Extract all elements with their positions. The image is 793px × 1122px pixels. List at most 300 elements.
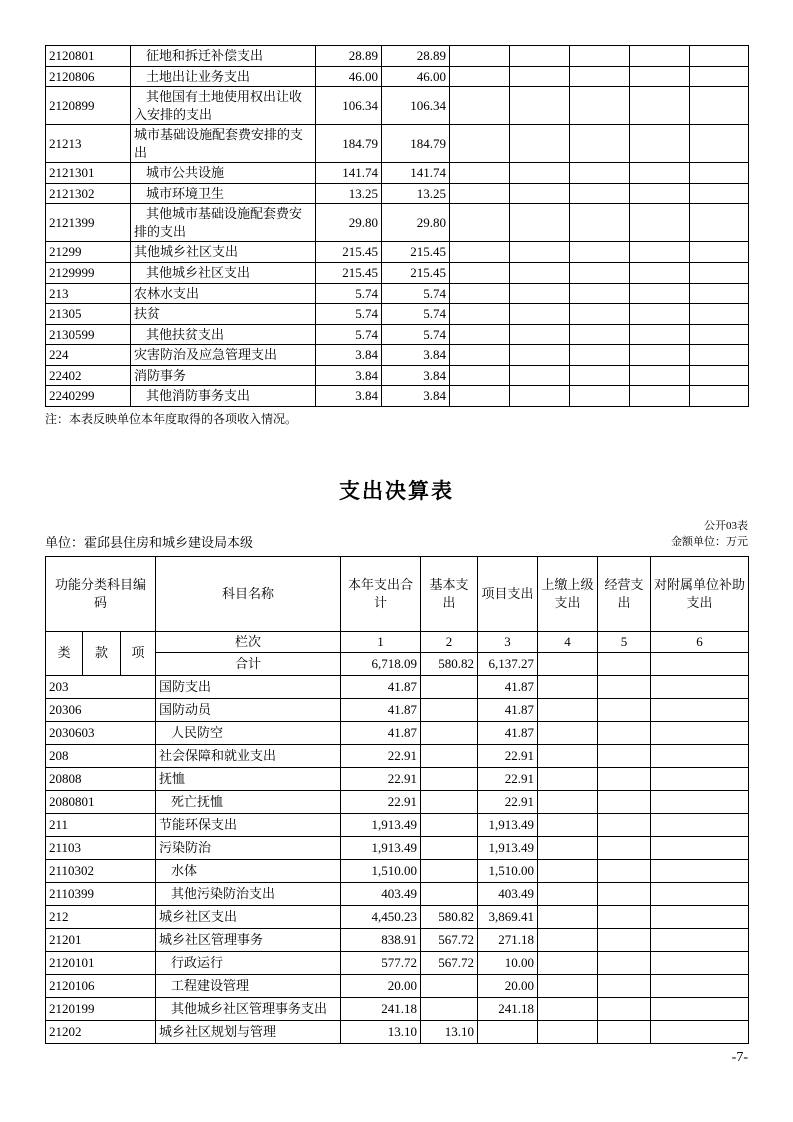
subject-name: 城乡社区规划与管理 [156, 1020, 341, 1043]
subject-code: 213 [46, 283, 131, 304]
amount-col-6 [651, 905, 749, 928]
expense-table [45, 556, 749, 1044]
income-table-continued [45, 45, 749, 407]
amount-col-5 [598, 744, 651, 767]
empty-cell [450, 386, 510, 407]
amount-col-2: 567.72 [421, 928, 478, 951]
empty-cell [690, 183, 749, 204]
amount-col-2: 5.74 [382, 324, 450, 345]
amount-col-3: 1,510.00 [478, 859, 538, 882]
amount-col-5 [598, 997, 651, 1020]
empty-cell [450, 263, 510, 284]
subject-name: 扶贫 [131, 304, 316, 325]
subject-name: 死亡抚恤 [156, 790, 341, 813]
empty-cell [570, 66, 630, 87]
empty-cell [690, 365, 749, 386]
empty-cell [570, 163, 630, 184]
empty-cell [630, 345, 690, 366]
header-item: 项 [121, 631, 156, 675]
amount-col-6 [651, 767, 749, 790]
income-row [46, 87, 749, 125]
amount-col-1: 13.10 [341, 1020, 421, 1043]
income-row [46, 345, 749, 366]
amount-col-5 [598, 790, 651, 813]
amount-col-5 [598, 1020, 651, 1043]
header-class: 类 [46, 631, 83, 675]
subject-code: 20306 [46, 698, 156, 721]
amount-col-5 [598, 721, 651, 744]
column-index-4: 4 [538, 631, 598, 652]
subject-name: 灾害防治及应急管理支出 [131, 345, 316, 366]
amount-col-6 [651, 836, 749, 859]
amount-unit-label: 金额单位：万元 [671, 535, 748, 548]
amount-col-1: 1,913.49 [341, 813, 421, 836]
amount-col-6 [651, 675, 749, 698]
empty-cell [630, 365, 690, 386]
amount-col-1: 577.72 [341, 951, 421, 974]
amount-col-4 [538, 790, 598, 813]
amount-col-4 [538, 836, 598, 859]
subject-name: 工程建设管理 [156, 974, 341, 997]
table-meta [671, 519, 748, 551]
amount-col-6 [651, 1020, 749, 1043]
subject-code: 21201 [46, 928, 156, 951]
empty-cell [450, 345, 510, 366]
empty-cell [630, 304, 690, 325]
expense-row [46, 675, 749, 698]
empty-cell [690, 345, 749, 366]
subject-name: 城乡社区支出 [156, 905, 341, 928]
empty-cell [690, 66, 749, 87]
amount-col-5 [598, 951, 651, 974]
amount-col-2: 3.84 [382, 386, 450, 407]
amount-col-3: 41.87 [478, 721, 538, 744]
income-row [46, 386, 749, 407]
subject-name: 国防动员 [156, 698, 341, 721]
amount-col-5 [598, 813, 651, 836]
subject-code: 22402 [46, 365, 131, 386]
subject-name: 抚恤 [156, 767, 341, 790]
table-meta-row [45, 519, 748, 551]
subject-code: 21103 [46, 836, 156, 859]
amount-col-2: 567.72 [421, 951, 478, 974]
income-row [46, 304, 749, 325]
subject-code: 2121302 [46, 183, 131, 204]
empty-cell [690, 87, 749, 125]
subject-code: 2130599 [46, 324, 131, 345]
empty-cell [510, 304, 570, 325]
expense-row [46, 836, 749, 859]
empty-cell [570, 125, 630, 163]
amount-col-4 [538, 813, 598, 836]
expense-row [46, 951, 749, 974]
income-row [46, 183, 749, 204]
expense-row [46, 698, 749, 721]
income-row [46, 125, 749, 163]
amount-col-1: 20.00 [341, 974, 421, 997]
amount-col-2 [421, 882, 478, 905]
subject-name: 其他污染防治支出 [156, 882, 341, 905]
empty-cell [570, 87, 630, 125]
empty-cell [450, 324, 510, 345]
expense-table-title: 支出决算表 [339, 479, 454, 503]
amount-col-3: 41.87 [478, 675, 538, 698]
amount-col-4 [538, 905, 598, 928]
amount-col-2: 215.45 [382, 263, 450, 284]
empty-cell [570, 263, 630, 284]
expense-row [46, 997, 749, 1020]
empty-cell [690, 163, 749, 184]
empty-cell [450, 125, 510, 163]
amount-col-1: 22.91 [341, 767, 421, 790]
subject-name: 农林水支出 [131, 283, 316, 304]
empty-cell [630, 183, 690, 204]
amount-col-1: 1,913.49 [341, 836, 421, 859]
amount-col-5 [598, 928, 651, 951]
amount-col-1: 28.89 [316, 46, 382, 67]
column-index-row [46, 631, 749, 652]
empty-cell [570, 365, 630, 386]
amount-col-6 [651, 859, 749, 882]
empty-cell [510, 46, 570, 67]
amount-col-4 [538, 767, 598, 790]
amount-col-1: 3.84 [316, 386, 382, 407]
empty-cell [570, 345, 630, 366]
empty-cell [510, 324, 570, 345]
subject-name: 消防事务 [131, 365, 316, 386]
amount-col-1: 3.84 [316, 345, 382, 366]
amount-col-4 [538, 721, 598, 744]
subject-name: 其他消防事务支出 [131, 386, 316, 407]
amount-col-2: 5.74 [382, 304, 450, 325]
subject-code: 2080801 [46, 790, 156, 813]
expense-row [46, 928, 749, 951]
amount-col-1: 106.34 [316, 87, 382, 125]
amount-col-6 [651, 790, 749, 813]
subject-name: 节能环保支出 [156, 813, 341, 836]
empty-cell [450, 283, 510, 304]
subject-name: 其他国有土地使用权出让收入安排的支出 [131, 87, 316, 125]
subject-name: 其他城市基础设施配套费安排的支出 [131, 204, 316, 242]
empty-cell [450, 365, 510, 386]
amount-col-5 [598, 767, 651, 790]
header-subject-name: 科目名称 [156, 556, 341, 631]
subject-name: 城市基础设施配套费安排的支出 [131, 125, 316, 163]
empty-cell [570, 304, 630, 325]
amount-col-1: 5.74 [316, 283, 382, 304]
amount-col-1: 13.25 [316, 183, 382, 204]
empty-cell [630, 263, 690, 284]
amount-col-2: 29.80 [382, 204, 450, 242]
amount-col-5 [598, 675, 651, 698]
table-number-label: 公开03表 [704, 519, 748, 532]
empty-cell [630, 204, 690, 242]
empty-cell [630, 66, 690, 87]
amount-col-6 [651, 721, 749, 744]
empty-cell [690, 263, 749, 284]
income-row [46, 46, 749, 67]
amount-col-2 [421, 813, 478, 836]
amount-col-2 [421, 744, 478, 767]
total-amount-3: 6,137.27 [478, 652, 538, 675]
amount-col-3: 241.18 [478, 997, 538, 1020]
empty-cell [570, 386, 630, 407]
amount-col-4 [538, 974, 598, 997]
amount-col-2: 3.84 [382, 365, 450, 386]
expense-header-row [46, 556, 749, 631]
subject-code: 21305 [46, 304, 131, 325]
amount-col-1: 3.84 [316, 365, 382, 386]
empty-cell [570, 283, 630, 304]
empty-cell [690, 304, 749, 325]
amount-col-4 [538, 997, 598, 1020]
empty-cell [570, 204, 630, 242]
page-number: -7- [731, 1049, 748, 1065]
empty-cell [630, 163, 690, 184]
header-subsidy-expense: 对附属单位补助支出 [651, 556, 749, 631]
empty-cell [450, 163, 510, 184]
amount-col-2 [421, 790, 478, 813]
amount-col-2: 215.45 [382, 242, 450, 263]
subject-code: 21202 [46, 1020, 156, 1043]
org-label: 单位：霍邱县住房和城乡建设局本级 [45, 534, 254, 550]
subject-name: 水体 [156, 859, 341, 882]
empty-cell [690, 242, 749, 263]
empty-cell [510, 365, 570, 386]
amount-col-3: 3,869.41 [478, 905, 538, 928]
subject-code: 211 [46, 813, 156, 836]
empty-cell [630, 324, 690, 345]
amount-col-2: 28.89 [382, 46, 450, 67]
amount-col-3 [478, 1020, 538, 1043]
subject-code: 21299 [46, 242, 131, 263]
amount-col-1: 215.45 [316, 242, 382, 263]
empty-cell [450, 204, 510, 242]
amount-col-1: 22.91 [341, 744, 421, 767]
amount-col-2: 141.74 [382, 163, 450, 184]
header-operating-expense: 经营支出 [598, 556, 651, 631]
subject-code: 212 [46, 905, 156, 928]
subject-code: 2120806 [46, 66, 131, 87]
column-index-6: 6 [651, 631, 749, 652]
empty-cell [510, 125, 570, 163]
amount-col-3: 22.91 [478, 790, 538, 813]
column-index-3: 3 [478, 631, 538, 652]
amount-col-2: 3.84 [382, 345, 450, 366]
amount-col-6 [651, 744, 749, 767]
amount-col-2: 580.82 [421, 905, 478, 928]
subject-name: 城乡社区管理事务 [156, 928, 341, 951]
amount-col-6 [651, 813, 749, 836]
empty-cell [510, 163, 570, 184]
amount-col-1: 41.87 [341, 721, 421, 744]
income-row [46, 283, 749, 304]
amount-col-5 [598, 905, 651, 928]
amount-col-2 [421, 721, 478, 744]
amount-col-4 [538, 698, 598, 721]
total-amount-4 [538, 652, 598, 675]
empty-cell [630, 46, 690, 67]
empty-cell [690, 46, 749, 67]
header-basic-expense: 基本支出 [421, 556, 478, 631]
expense-row [46, 1020, 749, 1043]
subject-code: 21213 [46, 125, 131, 163]
empty-cell [450, 304, 510, 325]
amount-col-1: 141.74 [316, 163, 382, 184]
amount-col-1: 215.45 [316, 263, 382, 284]
subject-code: 2121399 [46, 204, 131, 242]
empty-cell [450, 183, 510, 204]
income-row [46, 242, 749, 263]
empty-cell [690, 283, 749, 304]
expense-row [46, 882, 749, 905]
amount-col-2 [421, 997, 478, 1020]
empty-cell [570, 242, 630, 263]
empty-cell [570, 324, 630, 345]
income-row [46, 204, 749, 242]
header-remit-expense: 上缴上级支出 [538, 556, 598, 631]
amount-col-6 [651, 997, 749, 1020]
subject-code: 2120101 [46, 951, 156, 974]
amount-col-4 [538, 1020, 598, 1043]
amount-col-2: 46.00 [382, 66, 450, 87]
column-index-1: 1 [341, 631, 421, 652]
subject-name: 国防支出 [156, 675, 341, 698]
amount-col-2: 13.10 [421, 1020, 478, 1043]
empty-cell [630, 125, 690, 163]
amount-col-1: 5.74 [316, 324, 382, 345]
empty-cell [510, 242, 570, 263]
amount-col-2 [421, 836, 478, 859]
income-row [46, 263, 749, 284]
amount-col-5 [598, 836, 651, 859]
total-amount-5 [598, 652, 651, 675]
subject-code: 2120899 [46, 87, 131, 125]
amount-col-1: 41.87 [341, 675, 421, 698]
total-amount-1: 6,718.09 [341, 652, 421, 675]
expense-row [46, 790, 749, 813]
amount-col-3: 41.87 [478, 698, 538, 721]
empty-cell [510, 263, 570, 284]
amount-col-4 [538, 882, 598, 905]
income-table-note: 注：本表反映单位本年度取得的各项收入情况。 [45, 411, 298, 426]
subject-code: 2129999 [46, 263, 131, 284]
empty-cell [690, 386, 749, 407]
empty-cell [510, 183, 570, 204]
subject-code: 2110302 [46, 859, 156, 882]
empty-cell [630, 283, 690, 304]
amount-col-1: 241.18 [341, 997, 421, 1020]
income-row [46, 163, 749, 184]
amount-col-2 [421, 675, 478, 698]
empty-cell [690, 324, 749, 345]
column-index-2: 2 [421, 631, 478, 652]
amount-col-1: 184.79 [316, 125, 382, 163]
amount-col-1: 403.49 [341, 882, 421, 905]
empty-cell [630, 87, 690, 125]
amount-col-3: 271.18 [478, 928, 538, 951]
income-row [46, 324, 749, 345]
column-index-5: 5 [598, 631, 651, 652]
amount-col-2 [421, 698, 478, 721]
subject-name: 城市公共设施 [131, 163, 316, 184]
header-section: 款 [83, 631, 121, 675]
amount-col-6 [651, 951, 749, 974]
subject-name: 社会保障和就业支出 [156, 744, 341, 767]
empty-cell [510, 345, 570, 366]
empty-cell [450, 87, 510, 125]
expense-row [46, 813, 749, 836]
subject-name: 其他城乡社区支出 [131, 242, 316, 263]
amount-col-2: 106.34 [382, 87, 450, 125]
header-project-expense: 项目支出 [478, 556, 538, 631]
expense-row [46, 859, 749, 882]
amount-col-6 [651, 882, 749, 905]
amount-col-4 [538, 859, 598, 882]
amount-col-1: 29.80 [316, 204, 382, 242]
amount-col-1: 4,450.23 [341, 905, 421, 928]
empty-cell [510, 386, 570, 407]
expense-row [46, 721, 749, 744]
empty-cell [630, 242, 690, 263]
amount-col-2: 184.79 [382, 125, 450, 163]
amount-col-5 [598, 882, 651, 905]
header-function-code: 功能分类科目编码 [46, 556, 156, 631]
subject-name: 行政运行 [156, 951, 341, 974]
subject-code: 2121301 [46, 163, 131, 184]
amount-col-4 [538, 675, 598, 698]
subject-name: 人民防空 [156, 721, 341, 744]
amount-col-3: 22.91 [478, 744, 538, 767]
subject-code: 208 [46, 744, 156, 767]
amount-col-3: 1,913.49 [478, 836, 538, 859]
amount-col-4 [538, 951, 598, 974]
expense-row [46, 767, 749, 790]
subject-name: 其他城乡社区支出 [131, 263, 316, 284]
amount-col-2 [421, 767, 478, 790]
amount-col-2: 5.74 [382, 283, 450, 304]
empty-cell [690, 204, 749, 242]
amount-col-3: 1,913.49 [478, 813, 538, 836]
amount-col-2 [421, 859, 478, 882]
empty-cell [510, 204, 570, 242]
header-total-expense: 本年支出合计 [341, 556, 421, 631]
subject-code: 2030603 [46, 721, 156, 744]
amount-col-4 [538, 744, 598, 767]
expense-row [46, 974, 749, 997]
income-row [46, 66, 749, 87]
subject-name: 其他扶贫支出 [131, 324, 316, 345]
amount-col-5 [598, 974, 651, 997]
total-row-label: 合计 [156, 652, 341, 675]
amount-col-5 [598, 698, 651, 721]
total-amount-6 [651, 652, 749, 675]
empty-cell [570, 46, 630, 67]
amount-col-1: 1,510.00 [341, 859, 421, 882]
subject-code: 224 [46, 345, 131, 366]
amount-col-1: 22.91 [341, 790, 421, 813]
empty-cell [570, 183, 630, 204]
subject-name: 征地和拆迁补偿支出 [131, 46, 316, 67]
amount-col-1: 41.87 [341, 698, 421, 721]
column-index-label: 栏次 [156, 631, 341, 652]
total-amount-2: 580.82 [421, 652, 478, 675]
empty-cell [690, 125, 749, 163]
amount-col-2 [421, 974, 478, 997]
amount-col-1: 46.00 [316, 66, 382, 87]
subject-code: 2240299 [46, 386, 131, 407]
empty-cell [510, 87, 570, 125]
